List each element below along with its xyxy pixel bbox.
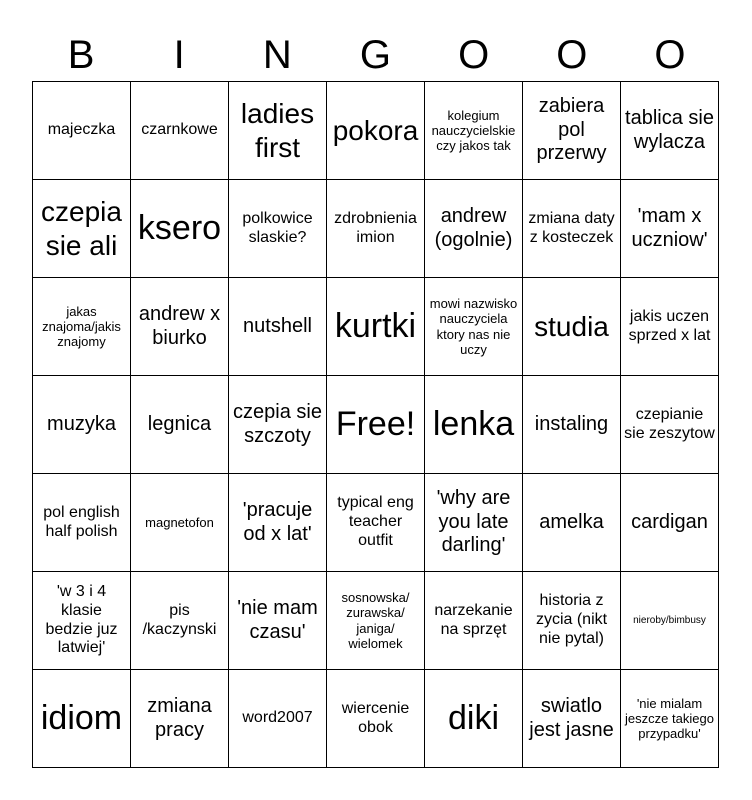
bingo-cell-text: lenka	[432, 405, 515, 444]
bingo-cell[interactable]	[327, 278, 425, 376]
bingo-cell-text: majeczka	[47, 121, 116, 139]
bingo-cell-text: jakas znajoma/jakis znajomy	[42, 303, 121, 350]
bingo-cell[interactable]	[229, 180, 327, 278]
header-letter: O	[458, 33, 490, 77]
bingo-cell[interactable]	[425, 474, 523, 572]
bingo-cell[interactable]	[327, 572, 425, 670]
bingo-cell[interactable]	[523, 82, 621, 180]
bingo-cell[interactable]	[425, 278, 523, 376]
bingo-cell-text: legnica	[147, 412, 212, 435]
bingo-cell-text: nieroby/bimbusy	[633, 614, 706, 626]
bingo-cell-text: czepia sie szczoty	[233, 400, 322, 447]
bingo-cell-text: instaling	[534, 412, 609, 435]
bingo-cell[interactable]	[621, 474, 719, 572]
bingo-cell[interactable]	[425, 670, 523, 768]
bingo-cell-text: mowi nazwisko nauczyciela ktory nas nie uczy	[429, 295, 518, 357]
bingo-cell-text: pis /kaczynski	[142, 601, 217, 638]
bingo-cell-text: amelka	[539, 510, 604, 533]
bingo-cell[interactable]	[425, 82, 523, 180]
bingo-cell-text: zmiana daty z kosteczek	[528, 209, 615, 246]
header-letter: O	[654, 33, 686, 77]
bingo-cell[interactable]	[33, 82, 131, 180]
header-letter: B	[67, 33, 95, 77]
bingo-cell-text: magnetofon	[145, 514, 214, 530]
bingo-cell-text: 'w 3 i 4 klasie bedzie juz latwiej'	[45, 582, 118, 657]
bingo-cell[interactable]	[523, 180, 621, 278]
bingo-cell[interactable]	[229, 82, 327, 180]
bingo-cell[interactable]	[327, 474, 425, 572]
bingo-cell[interactable]	[621, 376, 719, 474]
bingo-cell[interactable]	[327, 180, 425, 278]
bingo-cell-text: zabiera pol przerwy	[536, 95, 607, 165]
header-letter: O	[556, 33, 588, 77]
bingo-cell-text: jakis uczen sprzed x lat	[628, 307, 711, 344]
bingo-cell[interactable]	[33, 180, 131, 278]
bingo-cell-text: narzekanie na sprzęt	[434, 601, 513, 638]
bingo-cell[interactable]	[229, 572, 327, 670]
bingo-cell-text: swiatlo jest jasne	[529, 694, 614, 741]
bingo-cell-text: studia	[534, 310, 609, 342]
bingo-cell[interactable]	[131, 670, 229, 768]
bingo-cell[interactable]	[33, 376, 131, 474]
bingo-cell-text: idiom	[40, 699, 123, 738]
bingo-cell[interactable]	[327, 82, 425, 180]
bingo-cell[interactable]	[327, 670, 425, 768]
bingo-cell[interactable]	[131, 572, 229, 670]
bingo-cell-text: 'pracuje od x lat'	[242, 498, 313, 545]
bingo-cell-text: ksero	[137, 209, 222, 248]
bingo-cell-text: tablica sie wylacza	[625, 106, 714, 153]
bingo-cell-text: word2007	[242, 709, 313, 727]
bingo-cell[interactable]	[425, 180, 523, 278]
bingo-cell[interactable]	[523, 278, 621, 376]
header-letter: G	[359, 33, 392, 77]
bingo-cell-text: sosnowska/ zurawska/ janiga/ wielomek	[341, 589, 410, 651]
bingo-cell-text: czepianie sie zeszytow	[624, 405, 715, 442]
bingo-cell-text: diki	[447, 699, 500, 738]
bingo-cell[interactable]	[621, 180, 719, 278]
bingo-cell-text: kolegium nauczycielskie czy jakos tak	[431, 107, 516, 154]
bingo-cell[interactable]	[131, 278, 229, 376]
bingo-cell[interactable]	[33, 278, 131, 376]
bingo-cell-text: typical eng teacher outfit	[337, 494, 414, 549]
bingo-cell-text: ladies first	[240, 98, 315, 163]
bingo-cell[interactable]	[621, 82, 719, 180]
bingo-cell[interactable]	[425, 376, 523, 474]
free-cell[interactable]	[327, 376, 425, 474]
bingo-cell-text: wiercenie obok	[341, 699, 410, 736]
bingo-cell-text: 'why are you late darling'	[436, 487, 511, 557]
bingo-cell[interactable]	[33, 474, 131, 572]
bingo-cell[interactable]	[33, 670, 131, 768]
bingo-cell-text: 'mam x uczniow'	[631, 204, 708, 251]
header-letter: N	[262, 33, 292, 77]
bingo-cell[interactable]	[621, 670, 719, 768]
bingo-cell-text: czarnkowe	[141, 121, 218, 139]
bingo-cell-text: zdrobnienia imion	[334, 209, 417, 246]
bingo-cell-text: czepia sie ali	[41, 196, 122, 261]
bingo-cell[interactable]	[621, 572, 719, 670]
bingo-cell[interactable]	[229, 278, 327, 376]
bingo-cell[interactable]	[131, 82, 229, 180]
header-letter: I	[173, 33, 185, 77]
bingo-cell[interactable]	[523, 572, 621, 670]
bingo-cell[interactable]	[523, 474, 621, 572]
bingo-cell[interactable]	[621, 278, 719, 376]
bingo-cell-text: polkowice slaskie?	[242, 209, 313, 246]
bingo-cell-text: nutshell	[243, 314, 312, 337]
bingo-cell-text: historia z zycia (nikt nie pytal)	[535, 592, 608, 647]
bingo-cell-text: zmiana pracy	[147, 694, 212, 741]
bingo-cell-text: pokora	[332, 114, 419, 146]
bingo-cell[interactable]	[229, 376, 327, 474]
bingo-cell[interactable]	[131, 376, 229, 474]
bingo-cell-text: pol english half polish	[43, 503, 120, 540]
bingo-cell[interactable]	[33, 572, 131, 670]
bingo-cell[interactable]	[229, 670, 327, 768]
bingo-cell-text: muzyka	[47, 412, 116, 435]
bingo-cell[interactable]	[523, 376, 621, 474]
bingo-cell[interactable]	[131, 180, 229, 278]
bingo-cell-text: 'nie mialam jeszcze takiego przypadku'	[625, 695, 714, 742]
bingo-cell[interactable]	[131, 474, 229, 572]
bingo-cell[interactable]	[425, 572, 523, 670]
bingo-cell[interactable]	[229, 474, 327, 572]
bingo-cell-text: cardigan	[631, 510, 708, 533]
bingo-cell-text: Free!	[335, 405, 416, 444]
bingo-board	[32, 81, 719, 768]
bingo-cell-text: 'nie mam czasu'	[237, 596, 318, 643]
bingo-header	[32, 30, 719, 80]
bingo-cell[interactable]	[523, 670, 621, 768]
bingo-cell-text: andrew x biurko	[138, 302, 221, 349]
bingo-cell-text: andrew (ogolnie)	[434, 204, 513, 251]
bingo-cell-text: kurtki	[334, 307, 417, 346]
